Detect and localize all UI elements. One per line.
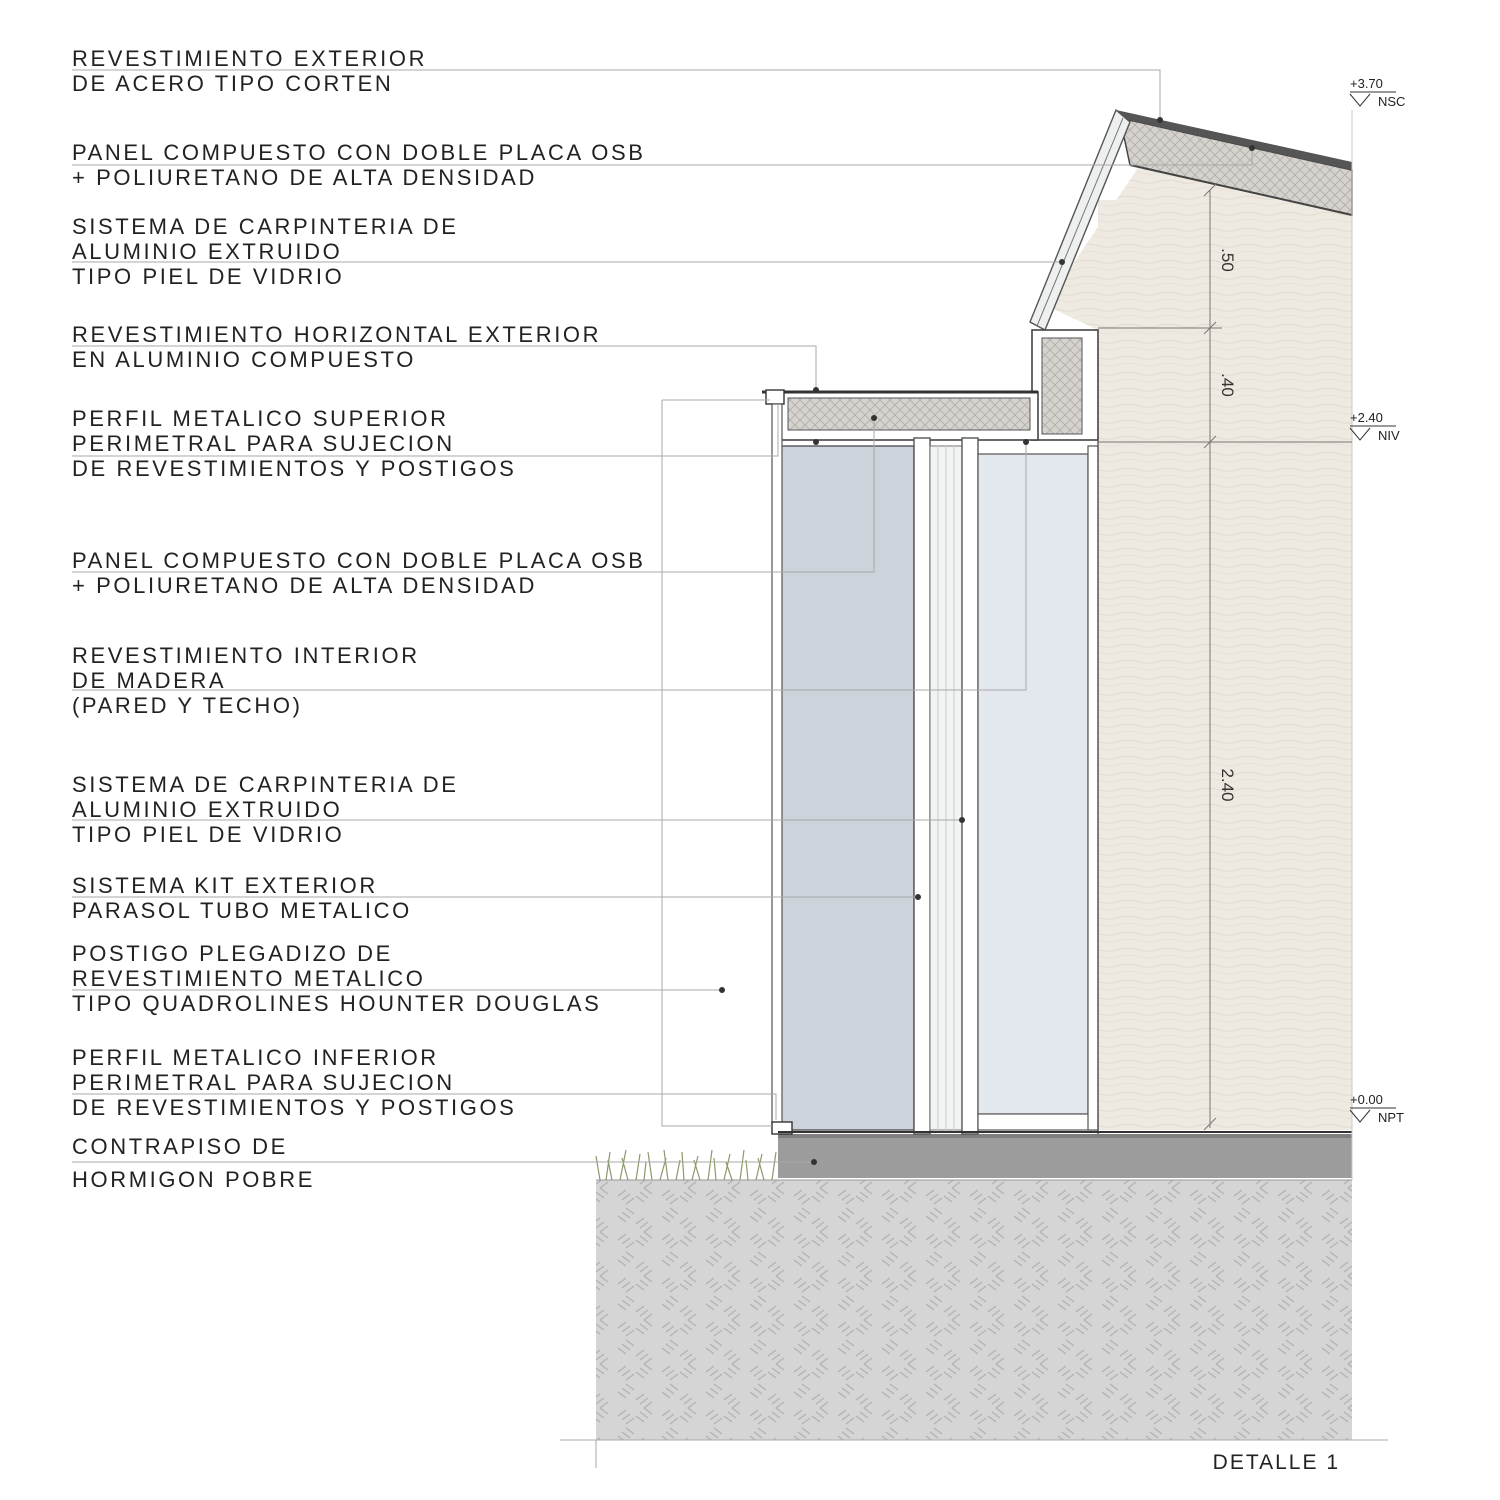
callout-label-line: REVESTIMIENTO EXTERIOR <box>72 46 428 71</box>
callout-label-line: PANEL COMPUESTO CON DOBLE PLACA OSB <box>72 140 646 165</box>
callout-label-line: POSTIGO PLEGADIZO DE <box>72 941 393 966</box>
callout-label-line: SISTEMA KIT EXTERIOR <box>72 873 378 898</box>
callout-label-line: PARASOL TUBO METALICO <box>72 898 412 923</box>
grass <box>596 1150 776 1180</box>
callout-label-line: TIPO PIEL DE VIDRIO <box>72 822 345 847</box>
callout-label <box>72 322 601 372</box>
level-name: NSC <box>1378 94 1406 109</box>
level-marker <box>1350 76 1405 109</box>
curtain-wall-frame <box>930 446 964 1130</box>
callout-labels <box>72 46 646 1192</box>
level-markers <box>1350 76 1405 1125</box>
callout-label <box>72 214 459 289</box>
callout-label-line: PANEL COMPUESTO CON DOBLE PLACA OSB <box>72 548 646 573</box>
callout-label-line: PERFIL METALICO SUPERIOR <box>72 406 449 431</box>
callout-label <box>72 643 420 718</box>
interior-wood-wall <box>1098 200 1352 1130</box>
callout-label-line: PERIMETRAL PARA SUJECION <box>72 431 455 456</box>
level-name: NPT <box>1378 1110 1404 1125</box>
dimension-value: .40 <box>1218 373 1237 397</box>
callout-label <box>72 1134 315 1192</box>
callout-label <box>72 46 427 96</box>
level-arrow-icon <box>1350 1110 1370 1122</box>
callout-label-line: DE REVESTIMIENTOS Y POSTIGOS <box>72 1095 517 1120</box>
callout-label-line: DE ACERO TIPO CORTEN <box>72 71 394 96</box>
dimension-value: .50 <box>1218 248 1237 272</box>
level-marker <box>1350 1092 1404 1125</box>
callout-label <box>72 941 601 1016</box>
level-value: +0.00 <box>1350 1092 1383 1107</box>
level-name: NIV <box>1378 428 1400 443</box>
callout-label-line: DE MADERA <box>72 668 227 693</box>
top-profile <box>766 390 784 404</box>
concrete-subfloor <box>778 1134 1352 1178</box>
callout-label-line: REVESTIMIENTO INTERIOR <box>72 643 420 668</box>
callout-label-line: PERFIL METALICO INFERIOR <box>72 1045 439 1070</box>
callout-label <box>72 772 459 847</box>
callout-label-line: + POLIURETANO DE ALTA DENSIDAD <box>72 165 537 190</box>
callout-label-line: SISTEMA DE CARPINTERIA DE <box>72 772 459 797</box>
callout-label-line: ALUMINIO EXTRUIDO <box>72 239 343 264</box>
exterior-shutter-glass <box>780 446 914 1130</box>
level-arrow-icon <box>1350 94 1370 106</box>
parasol-tube <box>914 438 930 1134</box>
callout-label-line: REVESTIMIENTO METALICO <box>72 966 426 991</box>
callout-label-line: ALUMINIO EXTRUIDO <box>72 797 343 822</box>
callout-label-line: TIPO PIEL DE VIDRIO <box>72 264 345 289</box>
callout-label <box>72 548 646 598</box>
callout-label-line: SISTEMA DE CARPINTERIA DE <box>72 214 459 239</box>
callout-label-line: CONTRAPISO DE <box>72 1134 288 1159</box>
level-marker <box>1350 410 1400 443</box>
level-arrow-icon <box>1350 428 1370 440</box>
level-value: +3.70 <box>1350 76 1383 91</box>
callout-label-line: + POLIURETANO DE ALTA DENSIDAD <box>72 573 537 598</box>
drawing-title: DETALLE 1 <box>1212 1451 1340 1474</box>
soil-hatch <box>596 1180 1352 1440</box>
callout-label-line: HORMIGON POBRE <box>72 1167 315 1192</box>
dimension-value: 2.40 <box>1218 768 1237 802</box>
callout-label-line: REVESTIMIENTO HORIZONTAL EXTERIOR <box>72 322 602 347</box>
callout-label <box>72 873 412 923</box>
callout-label-line: PERIMETRAL PARA SUJECION <box>72 1070 455 1095</box>
level-value: +2.40 <box>1350 410 1383 425</box>
callout-label <box>72 1045 516 1120</box>
interior-glass <box>978 454 1088 1114</box>
callout-label-line: (PARED Y TECHO) <box>72 693 303 718</box>
callout-label-line: DE REVESTIMIENTOS Y POSTIGOS <box>72 456 517 481</box>
mullion <box>962 438 978 1134</box>
callout-label <box>72 406 516 481</box>
callout-label-line: TIPO QUADROLINES HOUNTER DOUGLAS <box>72 991 602 1016</box>
callout-label-line: EN ALUMINIO COMPUESTO <box>72 347 416 372</box>
